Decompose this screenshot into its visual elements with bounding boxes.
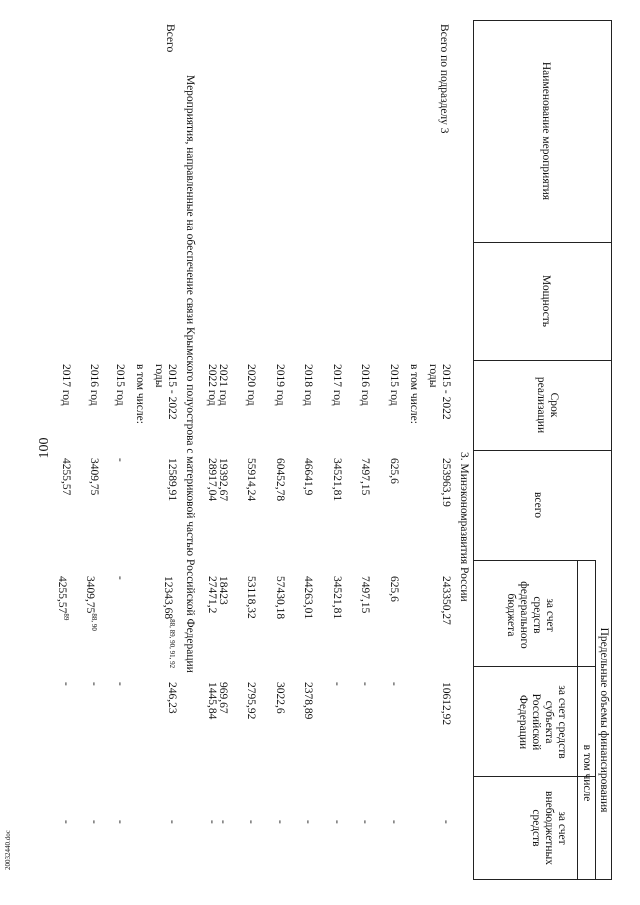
row-period: 2015 год [388, 364, 400, 406]
row-federal: 57430,18 [274, 576, 286, 620]
row-period: 2021 год [217, 364, 229, 406]
rule-total-federal [474, 560, 596, 561]
row-total: 55914,24 [245, 458, 257, 502]
row-total: 3409,75 [88, 458, 100, 496]
row-regional: 2795,92 [245, 682, 257, 720]
subsection-title: Мероприятия, направленные на обеспечение связи Крымского полуострова с материковой частью Российской Федерации [184, 75, 196, 673]
row-total: 12589,91 [166, 458, 178, 502]
row-period: 2016 год [359, 364, 371, 406]
row-regional: - [114, 682, 126, 686]
document-id: 20032440.doc [4, 830, 12, 870]
row-total: 60452,78 [274, 458, 286, 502]
row-extra: - [440, 820, 452, 824]
row-period: 2018 год [302, 364, 314, 406]
header-extrabudget: за счет внебюджетных средств [530, 791, 568, 865]
row-federal: 53118,32 [245, 576, 257, 619]
group2-label: Всего [164, 24, 176, 53]
header-regional: за счет средств субъекта Российской Федерации [517, 685, 568, 759]
row-regional: - [88, 682, 100, 686]
row-period: 2022 год [206, 364, 218, 406]
row-federal: 7497,15 [359, 576, 371, 614]
row-federal: 27471,2 [206, 576, 218, 614]
row-extra: - [274, 820, 286, 824]
header-funding-group: Предельные объемы финансирования [598, 627, 610, 813]
header-capacity: Мощность [540, 274, 552, 328]
row-period: 2015 - 2022 годы [427, 364, 452, 420]
row-total: 19392,67 [217, 458, 229, 502]
row-extra: - [217, 820, 229, 824]
row-regional: - [388, 682, 400, 686]
header-period: Срок реализации [535, 376, 560, 434]
row-extra: - [359, 820, 371, 824]
row-regional: 2378,89 [302, 682, 314, 720]
row-extra: - [114, 820, 126, 824]
row-federal: 12343,68$^{88, 89, 90, 91, 92}$ [162, 576, 176, 669]
row-period: 2017 год [331, 364, 343, 406]
row-regional: 1445,84 [206, 682, 218, 720]
header-including: в том числе [581, 744, 593, 802]
row-federal: 34521,81 [331, 576, 343, 620]
row-federal-footnote: 88, 90 [90, 613, 98, 631]
row-total: 34521,81 [331, 458, 343, 502]
row-extra: - [245, 820, 257, 824]
row-regional: 3022,6 [274, 682, 286, 714]
row-extra: - [331, 820, 343, 824]
row-federal: 44263,01 [302, 576, 314, 620]
row-total: - [114, 458, 126, 462]
page-number: 100 [37, 437, 52, 459]
row-federal: 243350,27 [440, 576, 452, 625]
row-extra: - [60, 820, 72, 824]
row-period: 2015 год [114, 364, 126, 406]
row-federal: - [114, 576, 126, 580]
row-period: 2017 год [60, 364, 72, 406]
row-period: 2019 год [274, 364, 286, 406]
rotated-table [52, 20, 612, 880]
row-extra: - [206, 820, 218, 824]
row-federal-footnote: 89 [62, 613, 70, 621]
rule-funding-group [595, 560, 596, 880]
row-extra: - [166, 820, 178, 824]
row-regional: 969,67 [217, 682, 229, 714]
row-total: 46641,9 [302, 458, 314, 496]
row-total: 253963,19 [440, 458, 452, 507]
row-total: 7497,15 [359, 458, 371, 496]
row-federal: 625,6 [388, 576, 400, 602]
row-extra: - [302, 820, 314, 824]
row-regional: 246,23 [166, 682, 178, 714]
row-regional: 10612,92 [440, 682, 452, 726]
row-federal: 4255,57$^{89}$ [56, 576, 70, 621]
group1-label: Всего по подразделу 3 [438, 24, 450, 134]
row-total: 28917,04 [206, 458, 218, 502]
row-extra: - [88, 820, 100, 824]
row-total: 625,6 [388, 458, 400, 484]
rule-regional-extra [474, 776, 596, 777]
row-regional: - [60, 682, 72, 686]
row-regional: - [331, 682, 343, 686]
rule-capacity-period [474, 360, 612, 361]
row-period: 2015 - 2022 годы [153, 364, 178, 420]
header-federal: за счет средств федерального бюджета [505, 581, 556, 649]
rule-including [577, 560, 578, 880]
row-federal: 3409,75$^{88, 90}$ [84, 576, 98, 631]
row-period: в том числе: [134, 364, 146, 424]
row-federal: 18423 [217, 576, 229, 605]
row-federal-footnote: 88, 89, 90, 91, 92 [168, 619, 176, 669]
row-period: в том числе: [408, 364, 420, 424]
row-period: 2016 год [88, 364, 100, 406]
header-name: Наименование мероприятия [540, 61, 552, 201]
section-title: 3. Минэкономразвития России [458, 452, 470, 602]
row-total: 4255,57 [60, 458, 72, 496]
row-extra: - [388, 820, 400, 824]
row-period: 2020 год [245, 364, 257, 406]
header-total: всего [532, 492, 544, 518]
row-regional: - [359, 682, 371, 686]
rule-federal-regional [474, 666, 596, 667]
